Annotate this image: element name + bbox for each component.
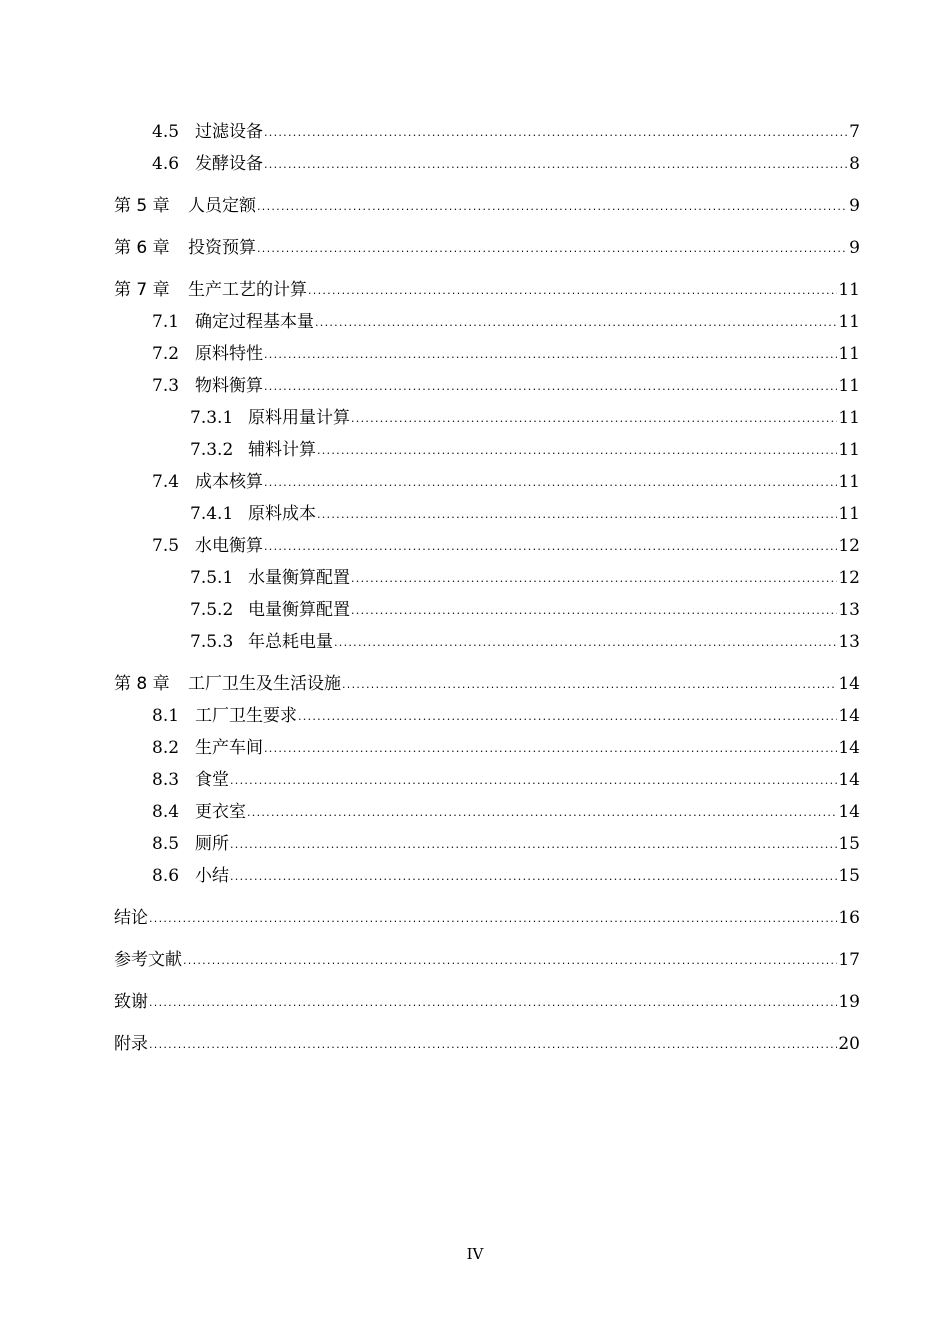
toc-entry[interactable] [114,732,860,764]
toc-entry-page: 7 [849,122,860,142]
toc-entry-page: 11 [838,440,860,460]
toc-entry[interactable] [114,306,860,338]
toc-entry-number: 第 7 章 [114,280,170,300]
toc-dot-leader [351,567,837,589]
toc-entry-title: 年总耗电量 [248,632,333,652]
toc-entry[interactable] [114,434,860,466]
toc-dot-leader [230,769,837,791]
toc-entry-title: 结论 [114,908,148,928]
toc-entry-page: 19 [838,992,860,1012]
toc-dot-leader [351,407,837,429]
toc-entry-page: 11 [838,344,860,364]
toc-entry-number: 8.4 [152,802,180,822]
toc-entry[interactable] [114,700,860,732]
toc-entry-page: 14 [838,738,860,758]
toc-entry-page: 8 [849,154,860,174]
toc-entry-number: 8.3 [152,770,180,790]
toc-entry-title: 工厂卫生及生活设施 [188,674,341,694]
toc-entry-page: 12 [838,568,860,588]
toc-entry[interactable] [114,190,860,222]
toc-dot-leader [257,195,848,217]
toc-dot-leader [257,237,848,259]
toc-dot-leader [247,801,837,823]
toc-entry-page: 14 [838,706,860,726]
toc-entry[interactable] [114,860,860,892]
toc-entry[interactable] [114,562,860,594]
toc-entry[interactable] [114,530,860,562]
toc-entry-page: 15 [838,834,860,854]
toc-entry-number: 7.5.2 [190,600,234,620]
toc-entry-title: 小结 [195,866,229,886]
toc-entry[interactable] [114,466,860,498]
toc-entry-title: 附录 [114,1034,148,1054]
toc-entry[interactable] [114,796,860,828]
toc-entry[interactable] [114,338,860,370]
toc-entry-number: 7.3 [152,376,180,396]
toc-entry-title: 原料用量计算 [248,408,350,428]
toc-entry-number: 7.4 [152,472,180,492]
toc-dot-leader [264,535,837,557]
toc-dot-leader [315,311,837,333]
toc-entry-page: 13 [838,600,860,620]
toc-entry-title: 参考文献 [114,950,182,970]
toc-entry-page: 13 [838,632,860,652]
toc-entry-page: 9 [849,196,860,216]
toc-entry-page: 16 [838,908,860,928]
toc-entry-page: 9 [849,238,860,258]
toc-dot-leader [334,631,837,653]
toc-dot-leader [264,343,837,365]
toc-entry-title: 电量衡算配置 [248,600,350,620]
toc-entry[interactable] [114,1028,860,1060]
toc-entry-title: 物料衡算 [195,376,263,396]
toc-entry-page: 11 [838,280,860,300]
toc-entry-page: 11 [838,312,860,332]
toc-entry[interactable] [114,148,860,180]
toc-entry[interactable] [114,116,860,148]
toc-entry-number: 7.1 [152,312,180,332]
toc-dot-leader [230,865,837,887]
toc-entry[interactable] [114,274,860,306]
toc-entry-number: 8.5 [152,834,180,854]
toc-entry-title: 确定过程基本量 [195,312,314,332]
toc-entry-title: 投资预算 [188,238,256,258]
toc-entry-title: 辅料计算 [248,440,316,460]
toc-dot-leader [264,737,837,759]
toc-entry-number: 4.6 [152,154,180,174]
toc-dot-leader [351,599,837,621]
toc-entry[interactable] [114,828,860,860]
toc-entry-title: 生产工艺的计算 [188,280,307,300]
toc-entry-number: 第 6 章 [114,238,170,258]
toc-dot-leader [298,705,837,727]
toc-entry[interactable] [114,402,860,434]
toc-dot-leader [342,673,837,695]
toc-entry[interactable] [114,626,860,658]
page-number-footer: IV [466,1245,484,1263]
toc-entry-title: 人员定额 [188,196,256,216]
toc-entry[interactable] [114,232,860,264]
toc-entry[interactable] [114,986,860,1018]
toc-entry-number: 7.5.1 [190,568,234,588]
toc-entry-page: 14 [838,802,860,822]
toc-entry-number: 7.5 [152,536,180,556]
toc-entry[interactable] [114,764,860,796]
toc-entry[interactable] [114,944,860,976]
toc-entry-number: 7.3.1 [190,408,234,428]
toc-entry-number: 8.1 [152,706,180,726]
toc-entry-title: 致谢 [114,992,148,1012]
toc-entry-title: 食堂 [195,770,229,790]
toc-entry-title: 过滤设备 [195,122,263,142]
toc-entry-title: 水电衡算 [195,536,263,556]
toc-entry-page: 14 [838,674,860,694]
toc-dot-leader [264,121,848,143]
toc-entry[interactable] [114,668,860,700]
toc-dot-leader [308,279,837,301]
toc-entry-page: 11 [838,376,860,396]
toc-entry[interactable] [114,902,860,934]
toc-dot-leader [183,949,837,971]
toc-entry-number: 8.2 [152,738,180,758]
toc-dot-leader [149,991,837,1013]
toc-entry-title: 水量衡算配置 [248,568,350,588]
toc-dot-leader [149,907,837,929]
toc-entry-title: 生产车间 [195,738,263,758]
toc-entry-number: 7.2 [152,344,180,364]
toc-entry[interactable] [114,594,860,626]
toc-entry[interactable] [114,498,860,530]
toc-dot-leader [264,153,848,175]
toc-entry-title: 更衣室 [195,802,246,822]
toc-entry-page: 11 [838,472,860,492]
toc-entry-page: 20 [838,1034,860,1054]
toc-dot-leader [230,833,837,855]
toc-dot-leader [317,503,837,525]
toc-entry-page: 14 [838,770,860,790]
toc-entry-title: 厕所 [195,834,229,854]
toc-entry-title: 发酵设备 [195,154,263,174]
toc-entry-number: 8.6 [152,866,180,886]
toc-entry-number: 4.5 [152,122,180,142]
toc-entry[interactable] [114,370,860,402]
toc-dot-leader [149,1033,837,1055]
toc-entry-number: 7.3.2 [190,440,234,460]
toc-entry-title: 成本核算 [195,472,263,492]
toc-entry-title: 原料特性 [195,344,263,364]
toc-entry-title: 原料成本 [248,504,316,524]
toc-entry-number: 7.5.3 [190,632,234,652]
toc-dot-leader [264,471,837,493]
toc-dot-leader [264,375,837,397]
toc-entry-number: 第 8 章 [114,674,170,694]
toc-entry-page: 17 [838,950,860,970]
toc-entry-number: 第 5 章 [114,196,170,216]
toc-entry-page: 11 [838,504,860,524]
toc-entry-page: 11 [838,408,860,428]
toc-entry-number: 7.4.1 [190,504,234,524]
toc-entry-title: 工厂卫生要求 [195,706,297,726]
toc-dot-leader [317,439,837,461]
toc-entry-page: 12 [838,536,860,556]
table-of-contents [114,116,860,1060]
toc-entry-page: 15 [838,866,860,886]
